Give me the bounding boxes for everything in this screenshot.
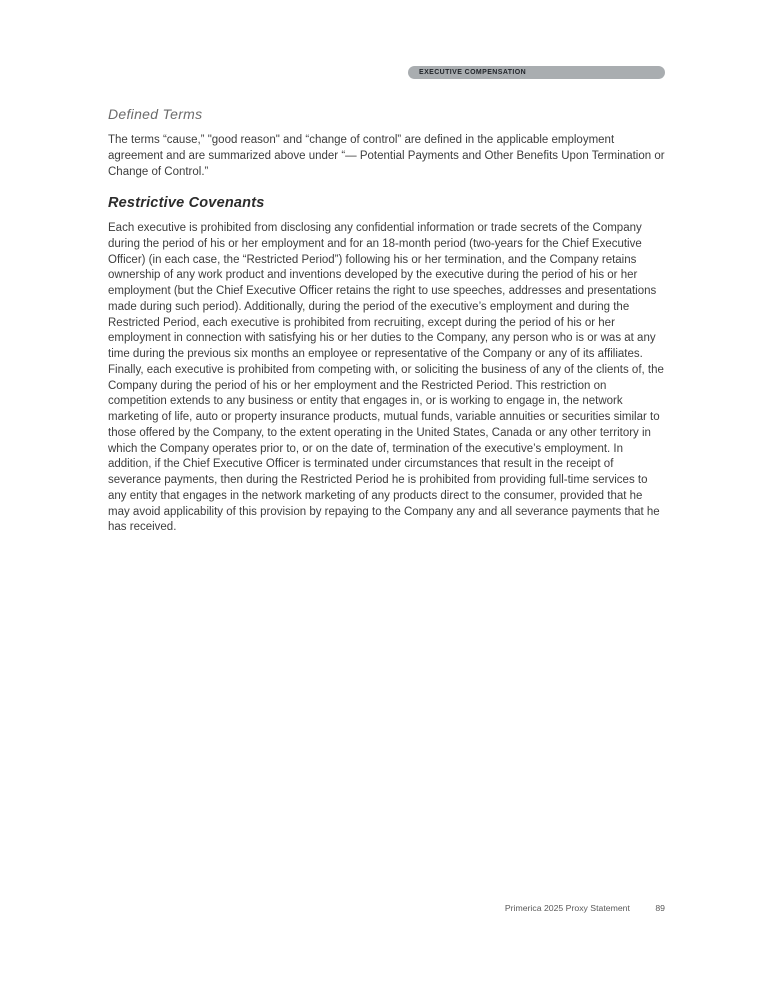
- paragraph-defined-terms: The terms “cause,” "good reason" and “change of control” are defined in the applicable employment agreement and are summarized above under “— Potential Payments and Other Benefits Upon Termination or Change of Control.”: [108, 134, 665, 178]
- paragraph-restrictive-covenants: Each executive is prohibited from disclosing any confidential information or trade secrets of the Company during the period of his or her employment and for an 18-month period (two-years for the Chief Executive Officer) (in each case, the “Restricted Period”) following his or her termination, and the Company retains ownership of any work product and inventions developed by the executive during the period of his or her employment (but the Chief Executive Officer retains the right to use speeches, addresses and presentations made during such period). Additionally, during the period of the executive’s employment and during the Restricted Period, each executive is prohibited from recruiting, except during the period of his or her employment in connection with satisfying his or her duties to the Company, any person who is or was at any time during the previous six months an employee or representative of the Company or any of its affiliates. Finally, each executive is prohibited from competing with, or soliciting the business of any of the clients of, the Company during the period of his or her employment and the Restricted Period. This restriction on competition extends to any business or entity that engages in, or is working to engage in, the network marketing of life, auto or property insurance products, mutual funds, variable annuities or securities similar to those offered by the Company, to the extent operating in the United States, Canada or any other territory in which the Company operates prior to, or on the date of, termination of the executive’s employment. In addition, if the Chief Executive Officer is terminated under circumstances that result in the receipt of severance payments, then during the Restricted Period he is prohibited from providing full-time services to any entity that engages in the network marketing of any products direct to the consumer, provided that he may avoid applicability of this provision by repaying to the Company any and all severance payments that he has received.: [108, 222, 664, 534]
- section-header-badge: [408, 66, 665, 79]
- footer-document-title: Primerica 2025 Proxy Statement: [504, 903, 630, 913]
- heading-defined-terms: Defined Terms: [108, 106, 203, 122]
- heading-restrictive-covenants: Restrictive Covenants: [108, 195, 265, 211]
- page-footer: [505, 903, 665, 913]
- footer-page-number: 89: [655, 903, 665, 913]
- section-header-label: EXECUTIVE COMPENSATION: [419, 69, 527, 76]
